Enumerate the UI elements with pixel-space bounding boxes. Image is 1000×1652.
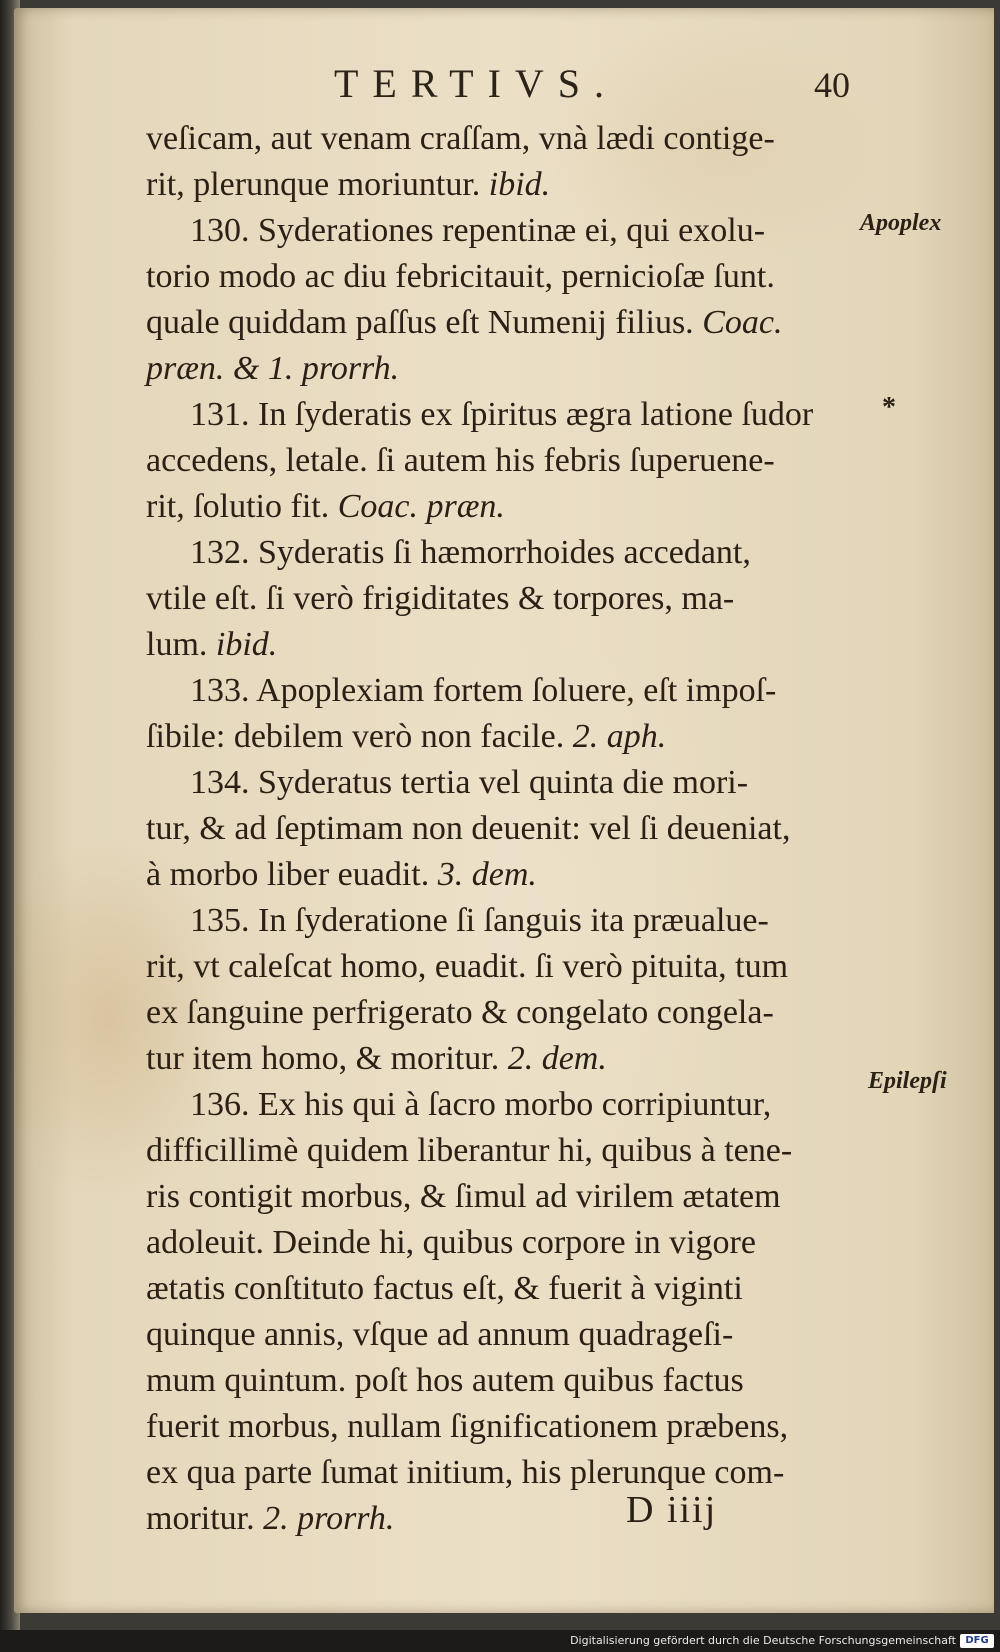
- text-segment: ſibile: debilem verò non facile.: [146, 718, 573, 755]
- citation: Coac. præn.: [337, 488, 505, 525]
- text-line: [146, 346, 399, 392]
- text-segment: ætatis conſtituto factus eſt, & fuerit à viginti: [146, 1270, 743, 1307]
- text-segment: vtile eſt. ſi verò frigiditates & torpores, ma-: [146, 580, 735, 617]
- text-segment: moritur.: [146, 1500, 264, 1537]
- citation: 3. dem.: [437, 856, 537, 893]
- citation: 2. prorrh.: [263, 1500, 395, 1537]
- text-line: [190, 668, 776, 714]
- text-line: [146, 1036, 607, 1082]
- citation: Coac.: [702, 304, 783, 341]
- text-segment: veſicam, aut venam craſſam, vnà lædi contige-: [146, 120, 775, 157]
- running-head: TERTIVS.: [334, 61, 619, 106]
- citation: 2. aph.: [572, 718, 667, 755]
- text-line: [146, 576, 734, 622]
- citation: ibid.: [215, 626, 278, 663]
- text-segment: mum quintum. poſt hos autem quibus factus: [146, 1362, 744, 1399]
- text-segment: accedens, letale. ſi autem his febris ſuperuene-: [146, 442, 775, 479]
- text-line: [146, 1404, 788, 1450]
- text-segment: ris contigit morbus, & ſimul ad virilem ætatem: [146, 1178, 781, 1215]
- text-segment: rit, vt caleſcat homo, euadit. ſi verò pituita, tum: [146, 948, 789, 985]
- text-segment: quale quiddam paſſus eſt Numenij filius.: [146, 304, 703, 341]
- text-segment: tur, & ad ſeptimam non deuenit: vel ſi deueniat,: [146, 810, 791, 847]
- margin-note-epilepsia: Epilepſi: [868, 1068, 947, 1094]
- text-segment: 131. In ſyderatis ex ſpiritus ægra latione ſudor: [190, 396, 814, 433]
- text-line: [190, 1082, 771, 1128]
- citation: ibid.: [488, 166, 551, 203]
- asterisk-mark: *: [882, 392, 896, 423]
- text-line: [146, 714, 666, 760]
- text-segment: 132. Syderatis ſi hæmorrhoides accedant,: [190, 534, 751, 571]
- text-line: [146, 944, 788, 990]
- text-line: [146, 990, 774, 1036]
- text-line: [146, 1496, 394, 1542]
- dfg-logo: DFG: [960, 1634, 994, 1648]
- text-segment: 133. Apoplexiam fortem ſoluere, eſt impoſ-: [190, 672, 777, 709]
- text-line: [190, 760, 748, 806]
- citation: 2. dem.: [507, 1040, 607, 1077]
- citation: præn. & 1. prorrh.: [146, 350, 400, 387]
- text-segment: 135. In ſyderatione ſi ſanguis ita præualue-: [190, 902, 769, 939]
- margin-note-apoplexia: Apoplex: [860, 210, 942, 236]
- text-line: [146, 1312, 733, 1358]
- text-segment: quinque annis, vſque ad annum quadrageſi-: [146, 1316, 734, 1353]
- text-line: [146, 162, 550, 208]
- text-segment: lum.: [146, 626, 216, 663]
- text-line: [190, 208, 765, 254]
- text-segment: 130. Syderationes repentinæ ei, qui exolu-: [190, 212, 766, 249]
- text-line: [190, 530, 751, 576]
- text-line: [146, 300, 782, 346]
- text-segment: à morbo liber euadit.: [146, 856, 438, 893]
- text-segment: fuerit morbus, nullam ſignificationem præbens,: [146, 1408, 789, 1445]
- text-segment: torio modo ac diu febricitauit, pernicioſæ ſunt.: [146, 258, 775, 295]
- text-line: [190, 392, 813, 438]
- text-line: [146, 806, 790, 852]
- text-line: [146, 438, 775, 484]
- text-line: [146, 484, 505, 530]
- text-segment: rit, ſolutio fit.: [146, 488, 338, 525]
- text-segment: tur item homo, & moritur.: [146, 1040, 508, 1077]
- text-segment: ex ſanguine perfrigerato & congelato congela-: [146, 994, 774, 1031]
- text-segment: difficillimè quidem liberantur hi, quibus à tene-: [146, 1132, 793, 1169]
- text-line: [146, 852, 537, 898]
- text-line: [146, 1358, 744, 1404]
- text-segment: adoleuit. Deinde hi, quibus corpore in vigore: [146, 1224, 756, 1261]
- text-segment: 134. Syderatus tertia vel quinta die mori-: [190, 764, 749, 801]
- text-segment: ex qua parte ſumat initium, his plerunque com-: [146, 1454, 785, 1491]
- text-line: [146, 1128, 792, 1174]
- text-line: [146, 622, 277, 668]
- text-line: [146, 1220, 756, 1266]
- text-line: [146, 1266, 743, 1312]
- text-segment: rit, plerunque moriuntur.: [146, 166, 489, 203]
- book-page: [14, 8, 994, 1613]
- signature-mark: D iiij: [626, 1489, 718, 1531]
- text-line: [146, 1174, 781, 1220]
- page-number: 40: [814, 65, 850, 105]
- text-line: [146, 116, 775, 162]
- text-line: [146, 254, 775, 300]
- text-segment: 136. Ex his qui à ſacro morbo corripiuntur,: [190, 1086, 772, 1123]
- digitization-credit: Digitalisierung gefördert durch die Deutsche Forschungsgemeinschaft: [570, 1634, 956, 1647]
- text-line: [190, 898, 769, 944]
